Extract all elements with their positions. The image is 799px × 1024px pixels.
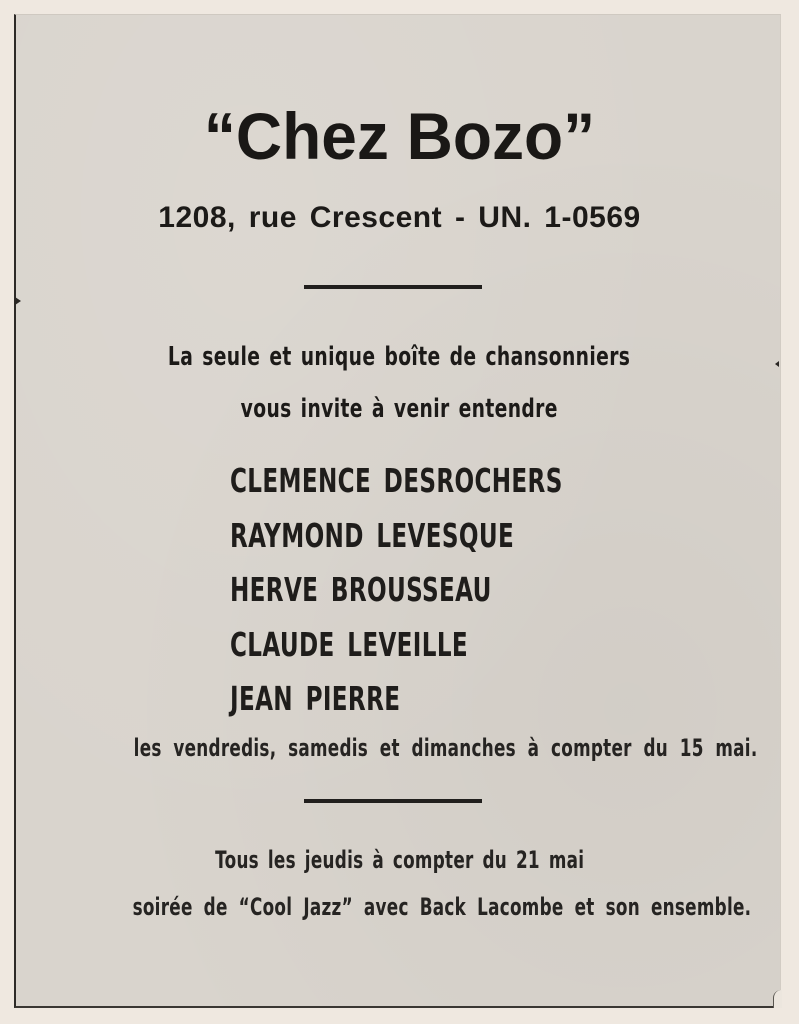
- artist-item: [230, 620, 705, 675]
- divider-rule-bottom: [304, 799, 482, 803]
- intro-line-1-text: La seule et unique boîte de chansonniers: [168, 342, 631, 372]
- artist-item: [230, 565, 705, 620]
- intro-line-2-text: vous invite à venir entendre: [240, 394, 559, 424]
- jazz-line-2-text: soirée de “Cool Jazz” avec Back Lacombe et son ensemble.: [132, 893, 752, 921]
- artist-name: HERVE BROUSSEAU: [230, 570, 492, 609]
- paper-tear-mark-left: [15, 297, 21, 305]
- venue-address: 1208, rue Crescent - UN. 1-0569: [158, 201, 641, 234]
- poster-title: “Chez Bozo”: [203, 99, 596, 173]
- jazz-line-1: [0, 842, 799, 879]
- artist-item: [230, 456, 705, 511]
- intro-line-1: [0, 338, 799, 375]
- artist-name: JEAN PIERRE: [230, 679, 401, 718]
- paper-corner-curl: [773, 990, 782, 1008]
- schedule-line: [0, 730, 799, 767]
- artist-name: RAYMOND LEVESQUE: [230, 515, 515, 555]
- artist-name: CLEMENCE DESROCHERS: [230, 461, 563, 500]
- jazz-line-2: [0, 889, 799, 926]
- artist-item: [230, 674, 705, 729]
- schedule-text: les vendredis, samedis et dimanches à compter du 15 mai.: [133, 734, 758, 762]
- artist-item: [230, 511, 705, 566]
- divider-rule-top: [304, 285, 482, 289]
- artist-list: [230, 456, 705, 729]
- jazz-line-1-text: Tous les jeudis à compter du 21 mai: [214, 846, 585, 874]
- intro-line-2: [0, 390, 799, 427]
- artist-name: CLAUDE LEVEILLE: [230, 624, 469, 664]
